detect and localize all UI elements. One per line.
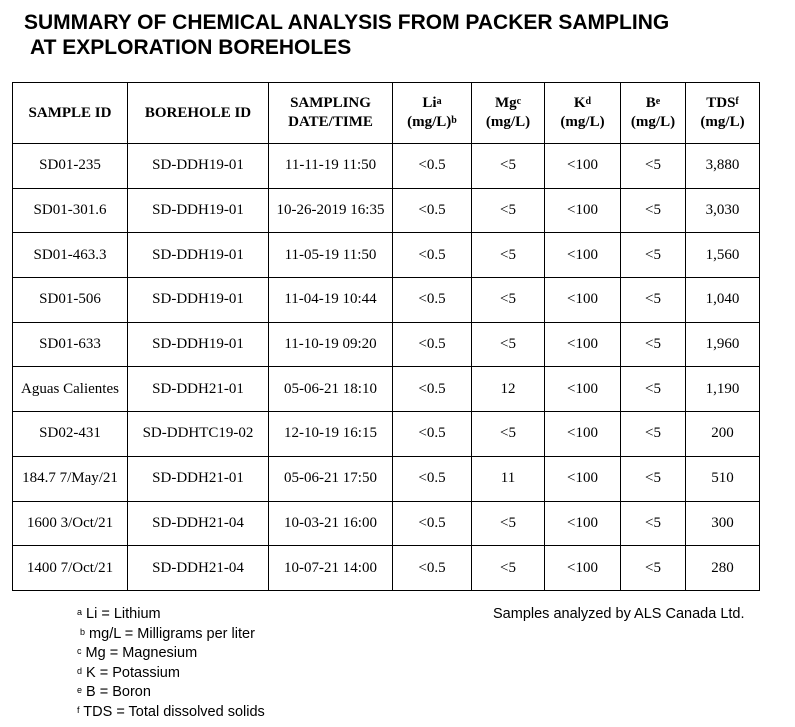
cell-sampling-datetime: 05-06-21 18:10 xyxy=(269,367,393,412)
cell-sample-id: SD02-431 xyxy=(13,412,128,457)
cell-sample-id: SD01-463.3 xyxy=(13,233,128,278)
cell-borehole-id: SD-DDH19-01 xyxy=(128,144,269,189)
cell-mg: <5 xyxy=(472,412,545,457)
cell-sampling-datetime: 10-03-21 16:00 xyxy=(269,501,393,546)
cell-mg: 12 xyxy=(472,367,545,412)
cell-tds: 1,560 xyxy=(686,233,760,278)
cell-sampling-datetime: 10-07-21 14:00 xyxy=(269,546,393,591)
cell-tds: 510 xyxy=(686,456,760,501)
footnote-item xyxy=(77,664,265,684)
cell-mg: <5 xyxy=(472,188,545,233)
cell-k: <100 xyxy=(545,367,621,412)
cell-b: <5 xyxy=(621,412,686,457)
cell-k: <100 xyxy=(545,233,621,278)
table-row xyxy=(13,278,760,323)
footnote-text: TDS = Total dissolved solids xyxy=(83,703,265,720)
cell-sample-id: 1400 7/Oct/21 xyxy=(13,546,128,591)
cell-li: <0.5 xyxy=(393,144,472,189)
cell-mg: <5 xyxy=(472,278,545,323)
table-row xyxy=(13,546,760,591)
footnote-mark: a xyxy=(77,607,83,617)
footnote-text: Mg = Magnesium xyxy=(85,645,198,661)
table-row xyxy=(13,188,760,233)
footnote-text: B = Boron xyxy=(86,684,151,700)
cell-k: <100 xyxy=(545,188,621,233)
cell-sample-id: SD01-506 xyxy=(13,278,128,323)
footnote-mark: c xyxy=(77,646,82,656)
cell-mg: <5 xyxy=(472,501,545,546)
footnote-mark: f xyxy=(77,704,80,715)
header-k: $K^d$ (mg/L) xyxy=(545,83,621,144)
cell-borehole-id: SD-DDH19-01 xyxy=(128,233,269,278)
cell-b: <5 xyxy=(621,546,686,591)
cell-k: <100 xyxy=(545,501,621,546)
cell-borehole-id: SD-DDHTC19-02 xyxy=(128,412,269,457)
table-body xyxy=(13,144,760,591)
cell-li: <0.5 xyxy=(393,233,472,278)
cell-borehole-id: SD-DDH19-01 xyxy=(128,322,269,367)
cell-li: <0.5 xyxy=(393,546,472,591)
table-row xyxy=(13,322,760,367)
cell-sampling-datetime: 11-11-19 11:50 xyxy=(269,144,393,189)
cell-b: <5 xyxy=(621,144,686,189)
table-row xyxy=(13,233,760,278)
footnote-mark: e xyxy=(77,685,83,695)
cell-sampling-datetime: 11-10-19 09:20 xyxy=(269,322,393,367)
header-tds: TDS$^f$ (mg/L) xyxy=(686,83,760,144)
cell-li: <0.5 xyxy=(393,412,472,457)
cell-sample-id: Aguas Calientes xyxy=(13,367,128,412)
table-row xyxy=(13,456,760,501)
cell-b: <5 xyxy=(621,233,686,278)
header-b: $B^e$ (mg/L) xyxy=(621,83,686,144)
title-line-1: SUMMARY OF CHEMICAL ANALYSIS FROM PACKER SAMPLING xyxy=(24,11,670,34)
title-line-2: AT EXPLORATION BOREHOLES xyxy=(30,36,352,59)
cell-sampling-datetime: 11-05-19 11:50 xyxy=(269,233,393,278)
cell-k: <100 xyxy=(545,278,621,323)
cell-sampling-datetime: 11-04-19 10:44 xyxy=(269,278,393,323)
cell-k: <100 xyxy=(545,412,621,457)
header-borehole-id: BOREHOLE ID xyxy=(128,83,269,144)
cell-sampling-datetime: 12-10-19 16:15 xyxy=(269,412,393,457)
cell-mg: <5 xyxy=(472,144,545,189)
document-title xyxy=(24,10,669,60)
cell-borehole-id: SD-DDH21-04 xyxy=(128,501,269,546)
cell-li: <0.5 xyxy=(393,188,472,233)
cell-mg: <5 xyxy=(472,322,545,367)
footnotes xyxy=(77,605,265,722)
lab-credit: Samples analyzed by ALS Canada Ltd. xyxy=(493,606,745,622)
footnote-item xyxy=(77,605,265,625)
chemical-analysis-table xyxy=(12,82,760,591)
cell-b: <5 xyxy=(621,456,686,501)
cell-tds: 1,190 xyxy=(686,367,760,412)
header-li: Li$^a$ $(mg/L)^b$ xyxy=(393,83,472,144)
cell-b: <5 xyxy=(621,322,686,367)
cell-li: <0.5 xyxy=(393,456,472,501)
footnote-mark: b xyxy=(80,626,86,637)
cell-li: <0.5 xyxy=(393,501,472,546)
table-row xyxy=(13,501,760,546)
cell-tds: 1,040 xyxy=(686,278,760,323)
cell-tds: 1,960 xyxy=(686,322,760,367)
table-row xyxy=(13,367,760,412)
footnote-text: K = Potassium xyxy=(86,664,180,681)
cell-sample-id: 184.7 7/May/21 xyxy=(13,456,128,501)
header-mg: Mg$^c$ (mg/L) xyxy=(472,83,545,144)
cell-sample-id: SD01-633 xyxy=(13,322,128,367)
cell-mg: <5 xyxy=(472,233,545,278)
cell-li: <0.5 xyxy=(393,322,472,367)
footnote-item xyxy=(77,644,265,664)
cell-sampling-datetime: 05-06-21 17:50 xyxy=(269,456,393,501)
cell-li: <0.5 xyxy=(393,278,472,323)
footnote-item xyxy=(77,683,265,703)
cell-b: <5 xyxy=(621,278,686,323)
footnote-item xyxy=(77,703,265,723)
cell-b: <5 xyxy=(621,188,686,233)
table-row xyxy=(13,144,760,189)
cell-tds: 3,030 xyxy=(686,188,760,233)
cell-sample-id: 1600 3/Oct/21 xyxy=(13,501,128,546)
cell-borehole-id: SD-DDH21-01 xyxy=(128,456,269,501)
cell-sample-id: SD01-301.6 xyxy=(13,188,128,233)
cell-b: <5 xyxy=(621,501,686,546)
cell-sampling-datetime: 10-26-2019 16:35 xyxy=(269,188,393,233)
cell-borehole-id: SD-DDH21-01 xyxy=(128,367,269,412)
footnote-text: mg/L = Milligrams per liter xyxy=(89,625,255,642)
cell-k: <100 xyxy=(545,456,621,501)
header-sampling-datetime: SAMPLING DATE/TIME xyxy=(269,83,393,144)
header-sample-id: SAMPLE ID xyxy=(13,83,128,144)
cell-sample-id: SD01-235 xyxy=(13,144,128,189)
footnote-mark: d xyxy=(77,665,83,676)
footnote-item xyxy=(77,625,265,645)
cell-tds: 300 xyxy=(686,501,760,546)
cell-borehole-id: SD-DDH19-01 xyxy=(128,188,269,233)
cell-k: <100 xyxy=(545,144,621,189)
table-row xyxy=(13,412,760,457)
cell-mg: <5 xyxy=(472,546,545,591)
cell-tds: 280 xyxy=(686,546,760,591)
cell-tds: 200 xyxy=(686,412,760,457)
cell-li: <0.5 xyxy=(393,367,472,412)
cell-b: <5 xyxy=(621,367,686,412)
table-header-row xyxy=(13,83,760,144)
cell-tds: 3,880 xyxy=(686,144,760,189)
cell-borehole-id: SD-DDH19-01 xyxy=(128,278,269,323)
cell-k: <100 xyxy=(545,546,621,591)
cell-mg: 11 xyxy=(472,456,545,501)
cell-borehole-id: SD-DDH21-04 xyxy=(128,546,269,591)
cell-k: <100 xyxy=(545,322,621,367)
footnote-text: Li = Lithium xyxy=(86,606,161,622)
